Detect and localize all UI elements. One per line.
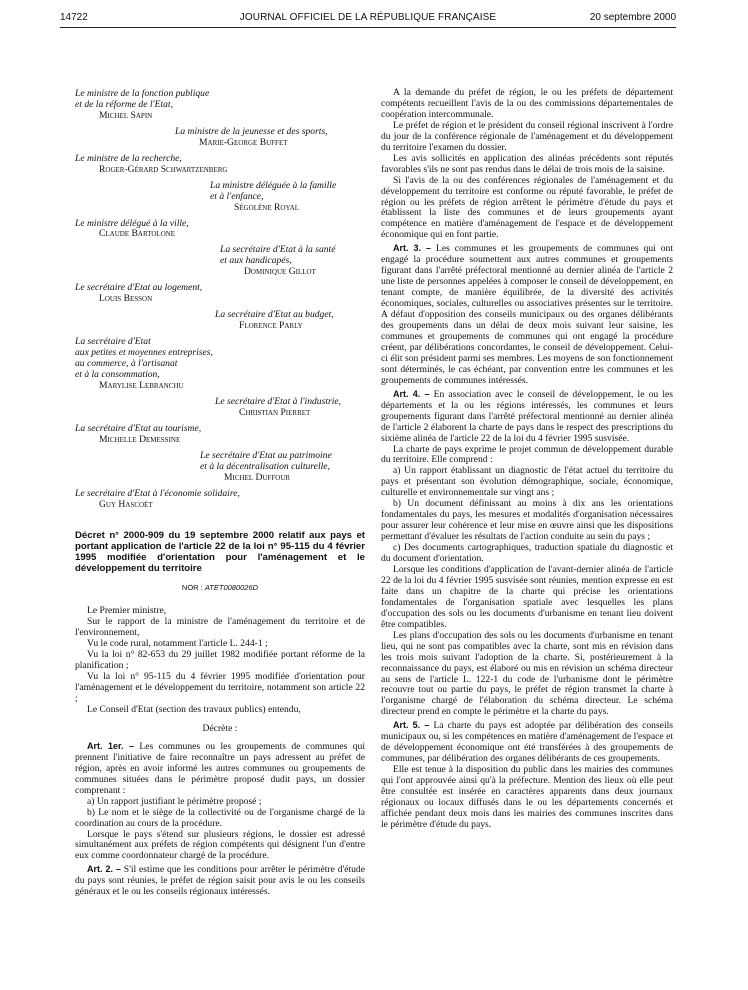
signatory-title: La ministre déléguée à la famille et à l'enfance, — [210, 179, 337, 202]
paragraph-text: La charte de pays exprime le projet commun de développement durable du territoire. Elle comprend : — [381, 443, 673, 466]
paragraph-text: La charte du pays est adoptée par délibération des conseils municipaux ou, si les compétences en matière d'aménagement de l'espace et de développement économique ont été transférées à des groupements de communes, par délibération des organes délibérants de ces groupements. — [381, 720, 674, 765]
paragraph — [381, 765, 673, 831]
article-number: Art. 1er. – — [87, 740, 134, 751]
paragraph-text: a) Un rapport établissant un diagnostic de l'état actuel du territoire du pays et présentant son évolution démographique, sociale, économique, culturelle et environnementale sur vingt ans ; — [381, 465, 673, 499]
paragraph-text: Décrète : — [202, 722, 238, 734]
signatory-title: Le secrétaire d'Etat au patrimoine et à la décentralisation culturelle, — [200, 449, 332, 472]
paragraph-text: Lorsque les conditions d'application de l'avant-dernier alinéa de l'article 22 de la loi du 4 février 1995 susvisée sont réunies, mention expresse en est faite dans un chapitre de la charte qui précise les orientations fondamentales de l'organisation spatiale avec lesquelles les plans d'occupation des sols ou les documents d'urbanisme en tenant lieu doivent être compatibles. — [381, 563, 673, 630]
article-paragraph — [75, 864, 365, 898]
header-rule — [60, 27, 676, 28]
right-column — [381, 88, 673, 831]
signature-block — [75, 89, 365, 510]
signatory-name: Roger-Gérard Schwartzenberg — [99, 163, 228, 175]
article-paragraph — [381, 720, 673, 765]
signatory-name: Florence Parly — [239, 320, 303, 332]
article-paragraph — [75, 741, 365, 797]
signatory-title: Le secrétaire d'Etat à l'industrie, — [215, 395, 342, 407]
decree-body-left — [75, 606, 365, 898]
paragraph-text: Les avis sollicités en application des alinéas précédents sont réputés favorables s'ils ne sont pas rendus dans le délai de trois mois de la saisine. — [381, 152, 673, 175]
signatory-title: Le ministre délégué à la ville, — [75, 217, 189, 229]
signatory-name: Marie-George Buffet — [199, 136, 288, 148]
paragraph-text: Le préfet de région et le président du conseil régional inscrivent à l'ordre du jour de la conférence régionale de l'aménagement et du développement du territoire l'examen du dossier. — [381, 119, 673, 153]
paragraph-text: Elle est tenue à la disposition du public dans les mairies des communes qui l'ont approuvée ainsi qu'à la préfecture. Mention des lieux où elle peut être consultée est insérée en caractères apparents dans deux journaux régionaux ou locaux diffusés dans le ou les départements concernés et affichée pendant deux mois dans les mairies des communes inscrites dans le périmètre d'étude du pays. — [381, 764, 673, 830]
page-header — [60, 10, 676, 26]
signature — [75, 489, 365, 511]
nor-reference — [75, 583, 365, 594]
paragraph — [381, 543, 673, 565]
signatory-title: Le ministre de la fonction publique et de la réforme de l'Etat, — [75, 88, 210, 110]
paragraph — [75, 808, 365, 830]
signature — [75, 89, 365, 122]
signature — [75, 127, 365, 149]
paragraph-text: Lorsque le pays s'étend sur plusieurs régions, le dossier est adressé simultanément aux préfets de région compétents qui désignent l'un d'entre eux comme coordonnateur chargé de la procédure. — [75, 828, 365, 862]
signatory-title: La secrétaire d'Etat à la santé et aux handicapés, — [220, 244, 336, 267]
signature — [75, 245, 365, 278]
signature — [75, 310, 365, 332]
signatory-title: La secrétaire d'Etat au budget, — [215, 309, 334, 321]
article-paragraph — [381, 243, 673, 386]
paragraph-text: Vu le code rural, notamment l'article L. 244-1 ; — [87, 638, 268, 650]
article-paragraph — [381, 389, 673, 445]
paragraph-text: b) Un document définissant au moins à dix ans les orientations fondamentales du pays, les mesures et modalités d'organisation nécessaires pour assurer leur cohérence et leur mise en œuvre ainsi que les dispositions permettant d'évaluer les résultats de l'action conduite au sein du pays ; — [381, 498, 673, 543]
paragraph-text: En association avec le conseil de développement, le ou les départements et la ou les régions intéressés, les communes et leurs groupements figurant dans l'arrêté préfectoral mentionné au dernier alinéa de l'article 2 élaborent la charte de pays dans le respect des prescriptions du sixième alinéa de l'article 22 de la loi du 4 février 1995 susvisée. — [381, 388, 673, 444]
paragraph-text: b) Le nom et le siège de la collectivité ou de l'organisme chargé de la coordination au cours de la procédure. — [75, 806, 365, 829]
paragraph-text: a) Un rapport justifiant le périmètre proposé ; — [87, 795, 262, 807]
signatory-title: Le ministre de la recherche, — [75, 152, 182, 164]
paragraph-text: Si l'avis de la ou des conférences régionales de l'aménagement et du développement du territoire est conforme ou réputé favorable, le préfet de région ou les préfets de région arrêtent le périmètre d'étude du pays et établissent la liste des communes et de leurs groupements ayant compétence en matière d'aménagement de l'espace et de développement économique qui en font partie. — [381, 174, 673, 241]
decree-body-right — [381, 88, 673, 831]
signature — [75, 154, 365, 176]
signatory-name: Michel Sapin — [99, 109, 153, 121]
signature — [75, 219, 365, 241]
signatory-name: Marylise Lebranchu — [99, 379, 184, 391]
paragraph-text: Vu la loi n° 82-653 du 29 juillet 1982 modifiée portant réforme de la planification ; — [75, 649, 365, 672]
paragraph — [381, 445, 673, 467]
paragraph — [381, 121, 673, 154]
paragraph — [381, 631, 673, 719]
paragraph — [381, 176, 673, 242]
signatory-name: Dominique Gillot — [244, 266, 316, 278]
article-number: Art. 5. – — [393, 720, 430, 731]
signatory-name: Claude Bartolone — [99, 228, 176, 240]
signatory-title: Le secrétaire d'Etat à l'économie solidaire, — [75, 487, 240, 499]
paragraph — [381, 466, 673, 499]
paragraph-text: Les plans d'occupation des sols ou les documents d'urbanisme en tenant lieu, qui ne sont pas compatibles avec la charte, sont mis en révision dans les trois mois suivant l'adoption de la charte. Si, postérieurement à la reconnaissance du pays, est élaboré ou mis en révision un schéma directeur au sens de l'article L. 122-1 du code de l'urbanisme dont le périmètre recouvre tout ou partie du pays, le préfet de région transmet la charte à l'organisme chargé de l'élaboration du schéma directeur. Le schéma directeur prend en compte le périmètre et la charte du pays. — [381, 629, 673, 718]
signatory-title: Le secrétaire d'Etat au logement, — [75, 282, 203, 294]
nor-code: ATET0080026D — [204, 583, 259, 593]
paragraph-text: c) Des documents cartographiques, traduction spatiale du diagnostic et du document d'orientation. — [381, 542, 673, 565]
paragraph — [381, 565, 673, 631]
signatory-name: Michel Duffour — [224, 471, 291, 483]
page-number: 14722 — [60, 12, 88, 23]
paragraph-text: Sur le rapport de la ministre de l'aménagement du territoire et de l'environnement, — [75, 616, 365, 639]
paragraph-text: Les communes et les groupements de communes qui ont engagé la procédure soumettent aux autres communes et groupements figurant dans l'arrêté préfectoral mentionné au dernier alinéa de l'article 2 une liste de personnes appelées à composer le conseil de développement, en tenant compte, de manière équilibrée, de la diversité des activités économiques, sociales, culturelles ou associatives présentes sur le territoire. A défaut d'opposition des conseils municipaux ou des organes délibérants des groupements dans un délai de deux mois suivant leur saisine, les communes et groupements de communes qui ont engagé la procédure créent, par délibérations concordantes, le conseil de développement. Celui-ci élit son président parmi ses membres. Les moyens de son fonctionnement sont déterminés, le cas échéant, par convention entre les communes et les groupements de communes intéressés. — [381, 243, 674, 386]
paragraph — [75, 617, 365, 639]
signatory-name: Christian Pierret — [239, 406, 311, 418]
paragraph — [75, 650, 365, 672]
article-number: Art. 2. – — [87, 864, 121, 875]
paragraph-text: S'il estime que les conditions pour arrêter le périmètre d'étude du pays sont réunies, le préfet de région saisit pour avis le ou les conseils généraux et le ou les conseils régionaux intéressés. — [75, 864, 365, 898]
paragraph — [75, 705, 365, 716]
signatory-title: La secrétaire d'Etat aux petites et moyennes entreprises, au commerce, à l'artisanat et à la consommation, — [75, 336, 213, 380]
paragraph — [75, 724, 365, 735]
paragraph — [75, 672, 365, 705]
signature — [75, 181, 365, 214]
signature — [75, 397, 365, 419]
signature — [75, 451, 365, 484]
decree-title: Décret n° 2000-909 du 19 septembre 2000 relatif aux pays et portant application de l'article 22 de la loi n° 95-115 du 4 février 1995 modifiée d'orientation pour l'aménagement et le développement du territoire — [75, 530, 365, 575]
nor-label: NOR : — [181, 583, 203, 593]
paragraph-text: Vu la loi n° 95-115 du 4 février 1995 modifiée d'orientation pour l'aménagement et le développement du territoire, notamment son article 22 ; — [75, 671, 365, 705]
signatory-title: La secrétaire d'Etat au tourisme, — [75, 422, 202, 434]
paragraph — [75, 830, 365, 863]
signature — [75, 337, 365, 392]
journal-title: JOURNAL OFFICIEL DE LA RÉPUBLIQUE FRANÇAISE — [239, 12, 497, 23]
signature — [75, 424, 365, 446]
paragraph — [381, 499, 673, 543]
paragraph-text: Les communes ou les groupements de communes qui prennent l'initiative de faire reconnaître un pays adressent au préfet de région, après en avoir informé les autres communes ou groupements de communes situées dans le périmètre proposé dudit pays, un dossier comprenant : — [75, 740, 365, 796]
signatory-name: Michelle Demessine — [99, 433, 181, 445]
article-number: Art. 3. – — [393, 243, 432, 254]
signatory-name: Louis Besson — [99, 293, 153, 305]
signature — [75, 283, 365, 305]
article-number: Art. 4. – — [393, 388, 430, 399]
paragraph-text: Le Premier ministre, — [87, 605, 167, 617]
signatory-name: Ségolène Royal — [234, 201, 300, 213]
signatory-title: La ministre de la jeunesse et des sports, — [175, 125, 328, 137]
left-column — [75, 89, 365, 898]
signatory-name: Guy Hascoët — [99, 498, 153, 510]
paragraph-text: Le Conseil d'Etat (section des travaux publics) entendu, — [87, 703, 301, 715]
paragraph-text: A la demande du préfet de région, le ou les préfets de département compétents recueillent l'avis de la ou des commissions départementales de coopération intercommunale. — [381, 87, 673, 120]
paragraph — [381, 88, 673, 121]
paragraph — [381, 154, 673, 176]
issue-date: 20 septembre 2000 — [589, 12, 676, 23]
